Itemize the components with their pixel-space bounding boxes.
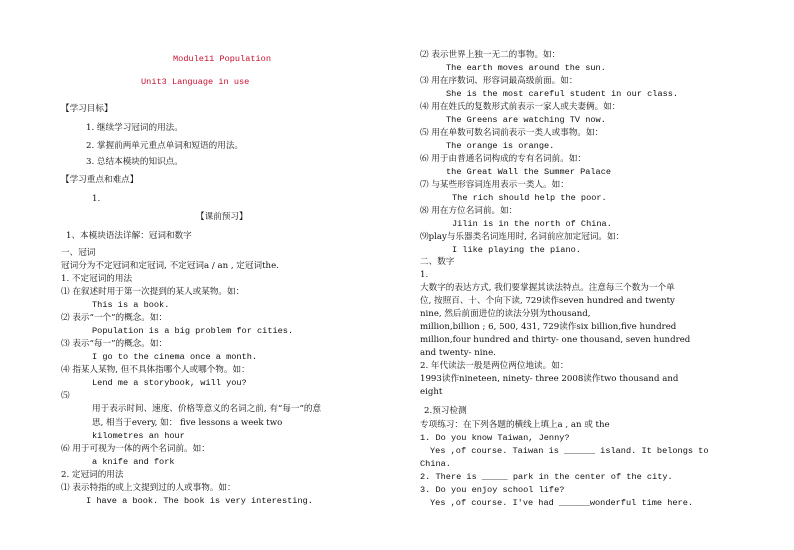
rule-item: ⑸ 用在单数可数名词前表示一类人或事物。如： [420,128,604,138]
question: 2. There is _____ park in the center of the city. [420,472,673,482]
rule-item: ⑺ 与某些形容词连用表示一类人。如： [420,180,569,190]
rule-example: She is the most careful student in our class. [446,89,679,99]
question-answer: Yes ,of course. Taiwan is ______ island. It belongs to [430,446,709,456]
rule-example: The Greens are watching TV now. [446,115,606,125]
rule-item: ⑵ 表示世界上独一无二的事物。如： [420,50,561,60]
rule-example: the Great Wall the Summer Palace [446,167,612,177]
rule-example: a knife and fork [92,457,175,467]
rule-text: 思, 相当于every, 如： five lessons a week two [92,418,283,428]
question: 1. Do you know Taiwan, Jenny? [420,433,570,443]
rule-example: Jilin is in the north of China. [452,219,612,229]
numbers-item: 2. 年代读法一般是两位两位地读。如： [420,361,569,371]
rule-item: ⑸ [61,391,70,401]
rule-item: ⑹ 用于由普通名词构成的专有名词前。如： [420,154,587,164]
question-answer: Yes ,of course. I've had ______wonderful time here. [430,498,694,508]
numbers-text: nine, 然后前面进位的读法分别为thousand, [420,309,591,319]
rule-item: ⑴ 在叙述时用于第一次提到的某人或某物。如： [61,287,245,297]
numbers-text: million,four hundred and thirty- one thousand, seven hundred [420,335,691,345]
preview-heading: 【课前预习】 [196,212,248,222]
numbers-text: 位, 按照百、十、个向下读, 729读作seven hundred and twenty [420,296,675,306]
rule-example: Population is a big problem for cities. [92,326,294,336]
rule-item: ⑼play与乐器类名词连用时, 名词前应加定冠词。如： [420,232,625,242]
rule-item: ⑶ 表示“每一”的概念。如： [61,339,168,349]
numbers-text: 大数字的表达方式, 我们要掌握其读法特点。注意每三个数为一个单 [420,283,675,293]
rule-example: I have a book. The book is very interesting. [86,496,313,506]
numbers-heading: 二、数字 [420,257,455,267]
rule-example: I like playing the piano. [452,245,581,255]
goal-item: 3. 总结本模块的知识点。 [86,157,183,167]
page-subtitle: Unit3 Language in use [141,77,250,87]
rule-example: The rich should help the poor. [452,193,607,203]
rule-text: 用于表示时间、速度、价格等意义的名词之前, 有“每一”的意 [92,404,322,414]
check-heading: 2.预习检测 [424,406,467,416]
numbers-text: million,billion ; 6, 500, 431, 729读作six billion,five hundred [420,322,677,332]
rule-item: ⑵ 表示“一个”的概念。如： [61,313,168,323]
rule-item: ⑹ 用于可视为一体的两个名词前。如： [61,444,210,454]
rule-item: ⑻ 用在方位名词前。如： [420,206,518,216]
indefinite-title: 1. 不定冠词的用法 [61,274,133,284]
numbers-text: eight [420,387,443,397]
keypoints-heading: 【学习重点和难点】 [61,175,139,185]
question: 3. Do you enjoy school life? [420,485,565,495]
rule-example: This is a book. [92,300,170,310]
article-intro: 冠词分为不定冠词和定冠词, 不定冠词a / an , 定冠词the. [61,261,279,271]
goal-item: 2. 掌握前两单元重点单词和短语的用法。 [86,141,244,151]
section-title: 1、本模块语法详解：冠词和数字 [66,231,192,241]
question-answer: China. [420,459,451,469]
rule-example: I go to the cinema once a month. [92,352,258,362]
goal-item: 1. 继续学习冠词的用法。 [86,123,183,133]
rule-item: ⑷ 指某人某物, 但不具体指哪个人或哪个物。如： [61,365,250,375]
definite-title: 2. 定冠词的用法 [61,470,124,480]
article-heading: 一、冠词 [61,248,96,258]
exercise-title: 专项练习：在下列各题的横线上填上a , an 或 the [420,420,610,430]
rule-item: ⑴ 表示特指的或上文提到过的人或事物。如： [61,483,236,493]
rule-example: The orange is orange. [446,141,555,151]
rule-example: The earth moves around the sun. [446,63,606,73]
goals-heading: 【学习目标】 [61,104,113,114]
rule-example: Lend me a storybook, will you? [92,378,247,388]
rule-item: ⑷ 用在姓氏的复数形式前表示一家人或夫妻俩。如： [420,102,621,112]
rule-text: kilometres an hour [92,431,185,441]
keypoint-item: 1. [92,194,101,204]
page-title: Module11 Population [173,54,271,64]
rule-item: ⑶ 用在序数词、形容词最高级前面。如： [420,76,578,86]
numbers-item: 1. [420,270,429,280]
numbers-text: and twenty- nine. [420,348,496,358]
numbers-text: 1993读作nineteen, ninety- three 2008读作two thousand and [420,374,679,384]
